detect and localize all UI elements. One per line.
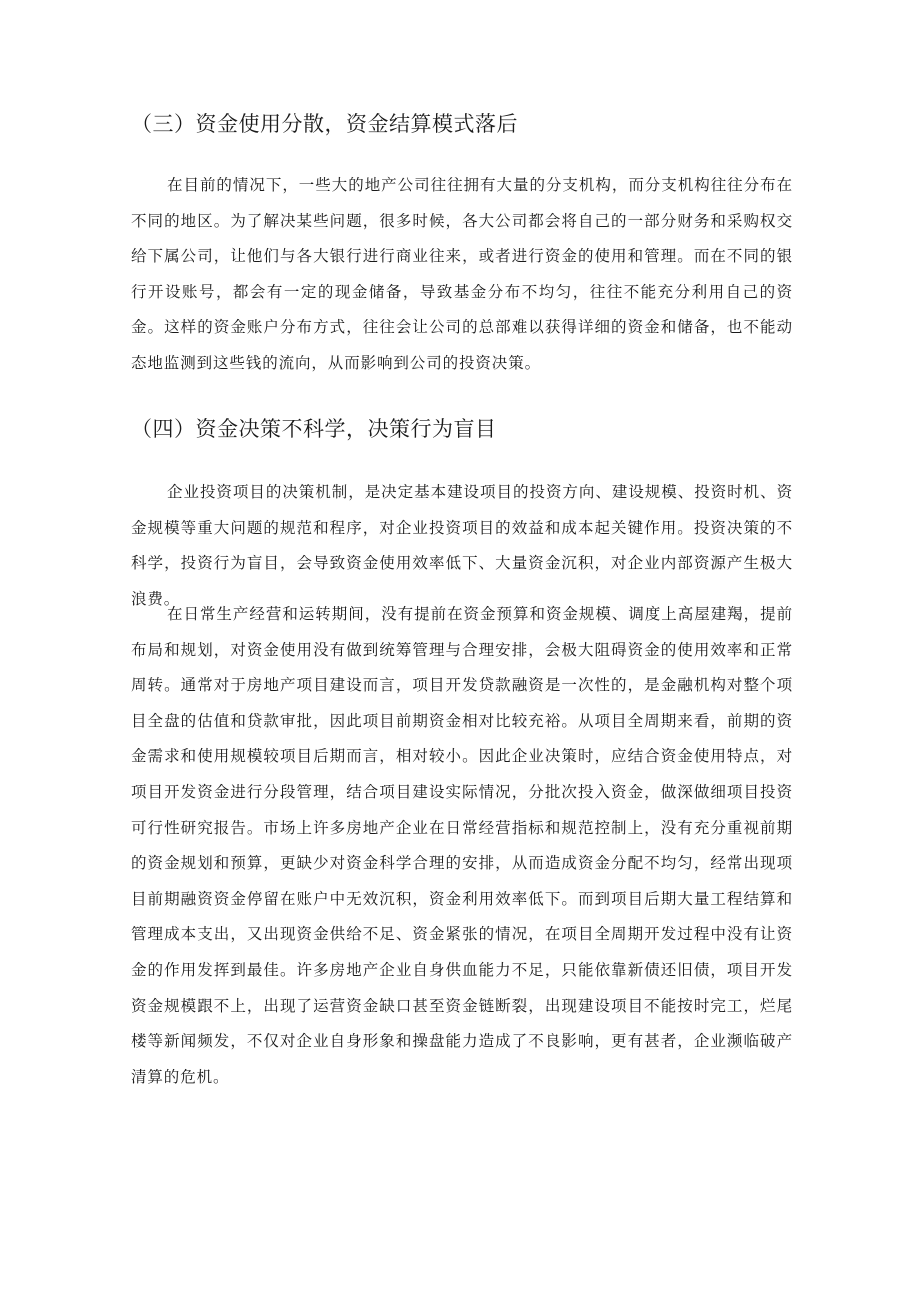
paragraph-decision-mechanism: 企业投资项目的决策机制，是决定基本建设项目的投资方向、建设规模、投资时机、资金规模等重大问题的规范和程序，对企业投资项目的效益和成本起关键作用。投资决策的不科学，投资行为盲目，会导致资金使用效率低下、大量资金沉积，对企业内部资源产生极大浪费。 [131,483,793,608]
paragraph-daily-operations: 在日常生产经营和运转期间，没有提前在资金预算和资金规模、调度上高屋建羯，提前布局和规划，对资金使用没有做到统筹管理与合理安排，会极大阻碍资金的使用效率和正常周转。通常对于房地产项目建设而言，项目开发贷款融资是一次性的，是金融机构对整个项目全盘的估值和贷款审批，因此项目前期资金相对比较充裕。从项目全周期来看，前期的资金需求和使用规模较项目后期而言，相对较小。因此企业决策时，应结合资金使用特点，对项目开发资金进行分段管理，结合项目建设实际情况，分批次投入资金，做深做细项目投资可行性研究报告。市场上许多房地产企业在日常经营指标和规范控制上，没有充分重视前期的资金规划和预算，更缺少对资金科学合理的安排，从而造成资金分配不均匀，经常出现项目前期融资资金停留在账户中无效沉积，资金利用效率低下。而到项目后期大量工程结算和管理成本支出，又出现资金供给不足、资金紧张的情况，在项目全周期开发过程中没有让资金的作用发挥到最佳。许多房地产企业自身供血能力不足，只能依靠新债还旧债，项目开发资金规模跟不上，出现了运营资金缺口甚至资金链断裂，出现建设项目不能按时完工，烂尾楼等新闻频发，不仅对企业自身形象和操盘能力造成了不良影响，更有甚者，企业濒临破产清算的危机。 [131,605,793,1086]
section-heading-4: （四）资金决策不科学，决策行为盲目 [131,417,497,441]
section-heading-3: （三）资金使用分散，资金结算模式落后 [131,112,518,136]
paragraph-decentralized-funds: 在目前的情况下，一些大的地产公司往往拥有大量的分支机构，而分支机构往往分布在不同的地区。为了解决某些问题，很多时候，各大公司都会将自己的一部分财务和采购权交给下属公司，让他们与各大银行进行商业往来，或者进行资金的使用和管理。而在不同的银行开设账号，都会有一定的现金储备，导致基金分布不均匀，往往不能充分利用自己的资金。这样的资金账户分布方式，往往会让公司的总部难以获得详细的资金和储备，也不能动态地监测到这些钱的流向，从而影响到公司的投资决策。 [131,176,793,372]
